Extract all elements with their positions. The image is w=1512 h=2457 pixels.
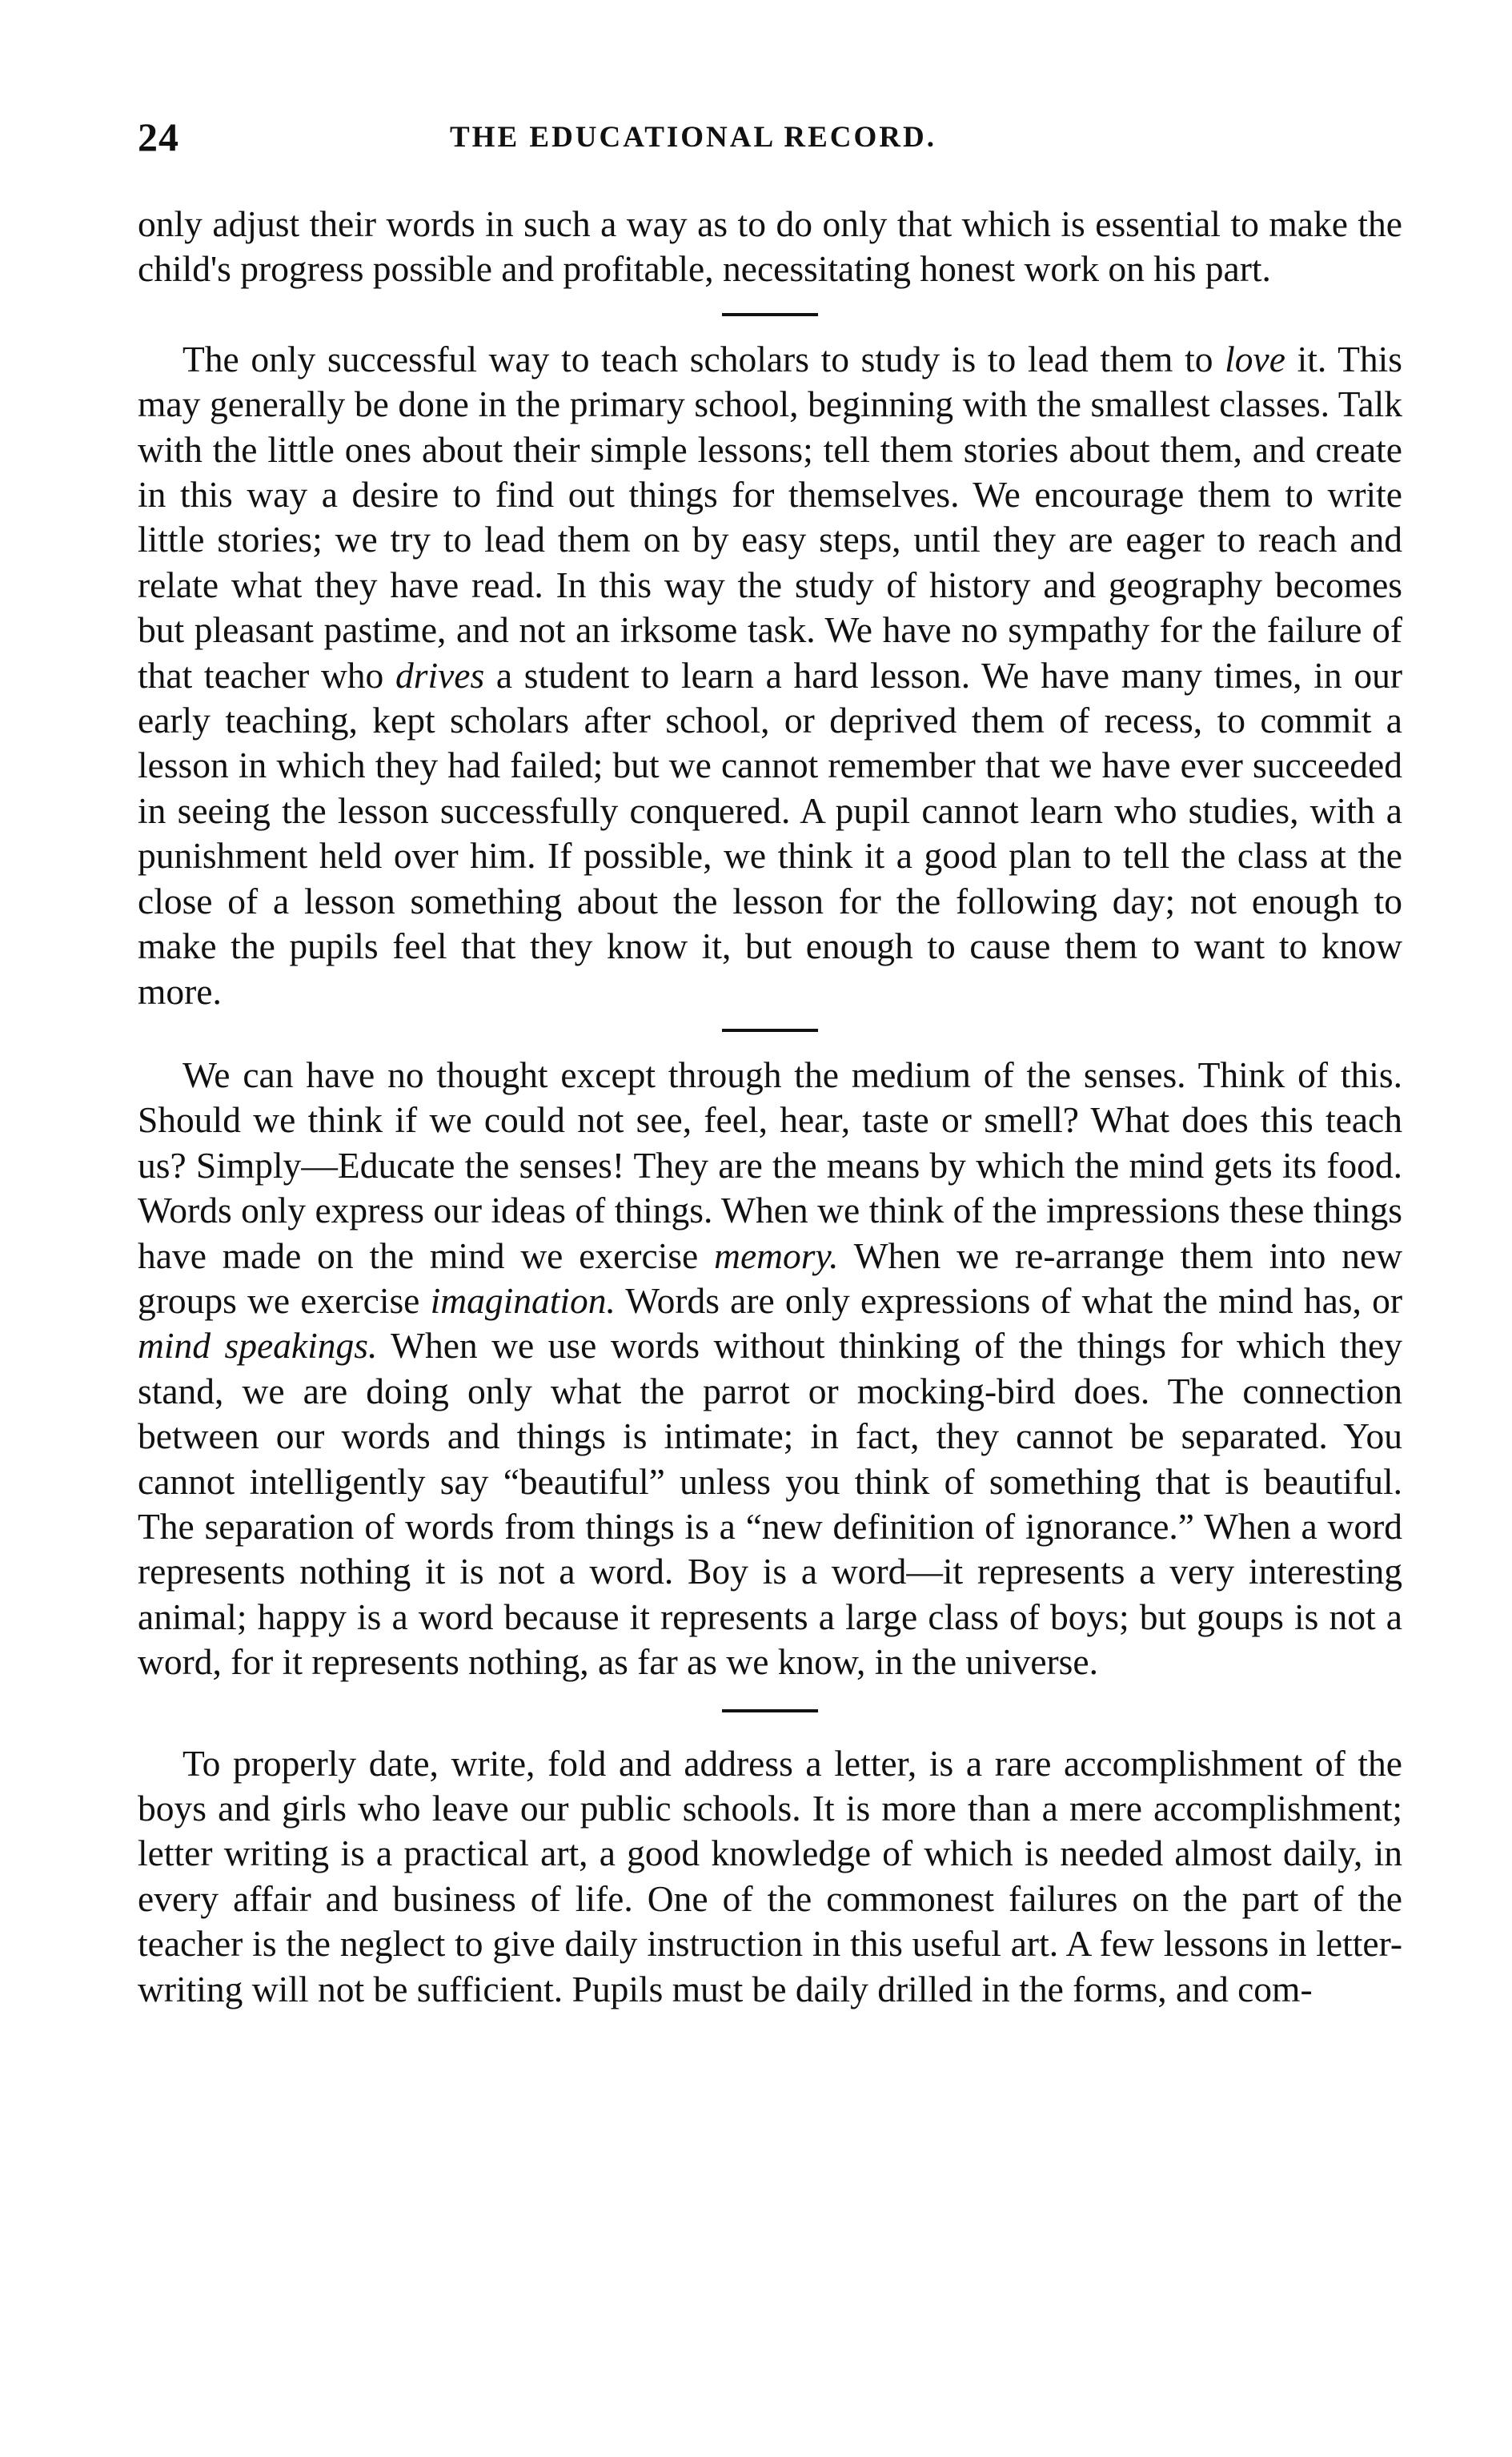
paragraph-senses: We can have no thought except through the medium of the senses. Think of this. Should we think if we could not see, feel, hear, taste or smell? What does this teach us? Simply—Educate the senses! They are the means by which the mind gets its food. Words only express our ideas of things. When we think of the impressions these things have made on the mind we exercise memory. When we re-arrange them into new groups we exercise imagination. Words are only expressions of what the mind has, or mind speakings. When we use words without thinking of the things for which they stand, we are doing only what the parrot or mocking-bird does. The connection between our words and things is intimate; in fact, they cannot be separated. You cannot intelligently say “beautiful” unless you think of something that is beautiful. The separation of words from things is a “new definition of ignorance.” When a word represents nothing it is not a word. Boy is a word—it represents a very interesting animal; happy is a word because it represents a large class of boys; but goups is not a word, for it represents nothing, as far as we know, in the universe. xyxy=(138,1054,1403,1683)
body-text xyxy=(138,202,1402,2012)
section-divider xyxy=(722,1029,818,1032)
paragraph-teaching-study: The only successful way to teach scholars to study is to lead them to love it. This may generally be done in the primary school, beginning with the smallest classes. Talk with the little ones about their simple lessons; tell them stories about them, and create in this way a desire to find out things for themselves. We encourage them to write little stories; we try to lead them on by easy steps, until they are eager to reach and relate what they have read. In this way the study of history and geography becomes but pleasant pastime, and not an irksome task. We have no sympathy for the failure of that teacher who drives a student to learn a hard lesson. We have many times, in our early teaching, kept scholars after school, or deprived them of recess, to commit a lesson in which they had failed; but we cannot remember that we have ever succeeded in seeing the lesson successfully conquered. A pupil cannot learn who studies, with a punishment held over him. If possible, we think it a good plan to tell the class at the close of a lesson something about the lesson for the following day; not enough to make the pupils feel that they know it, but enough to cause them to want to know more. xyxy=(138,338,1403,1012)
paragraph-continued: only adjust their words in such a way as to do only that which is essential to make the child's progress possible and profitable, necessitating honest work on his part. xyxy=(138,203,1402,290)
running-title: THE EDUCATIONAL RECORD. xyxy=(450,121,936,154)
section-divider xyxy=(722,1709,818,1712)
page-header xyxy=(138,114,1402,165)
section-divider xyxy=(722,313,818,316)
page-number: 24 xyxy=(138,114,179,159)
paragraph-letter-writing: To properly date, write, fold and address a letter, is a rare accomplishment of the boys and girls who leave our public schools. It is more than a mere accomplishment; letter writing is a practical art, a good knowledge of which is needed almost daily, in every affair and business of life. One of the commonest failures on the part of the teacher is the neglect to give daily instruction in this useful art. A few lessons in letter-writing will not be sufficient. Pupils must be daily drilled in the forms, and com- xyxy=(138,1742,1402,2009)
